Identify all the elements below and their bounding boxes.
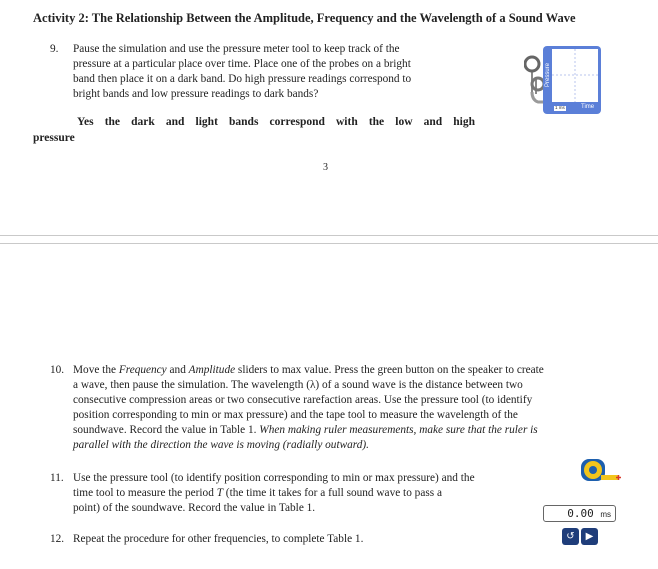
question-10-number: 10. (50, 364, 65, 376)
reset-icon: ↺ (566, 531, 575, 542)
question-9-text (73, 42, 475, 102)
play-icon: ▶ (585, 531, 594, 542)
q10-ruler-note: parallel with the direction the wave is moving (radially outward). (73, 439, 369, 451)
tape-measure-icon[interactable] (578, 455, 622, 489)
answer-9-line1: Yes the dark and light bands correspond with the low and high (77, 116, 475, 128)
stopwatch-reset-button[interactable] (562, 528, 579, 545)
page-number: 3 (323, 162, 328, 173)
question-10-text (73, 363, 622, 453)
q10-line: position corresponding to min or max pressure) and the tape tool to measure the wavelength of the (73, 409, 518, 421)
q10-text: sliders to max value. Press the green button on the speaker to create (235, 364, 544, 376)
stopwatch-value: 0.00 (567, 507, 594, 520)
activity-title: Activity 2: The Relationship Between the Amplitude, Frequency and the Wavelength of a Sound Wave (33, 11, 576, 25)
question-9-number: 9. (50, 43, 59, 55)
q11-text: (the time it takes for a full sound wave to pass a (222, 487, 442, 499)
meter-x-label: Time (581, 104, 595, 110)
page-divider (0, 243, 658, 244)
stopwatch-display (543, 505, 616, 522)
q10-amplitude-term: Amplitude (188, 364, 236, 376)
answer-9-line2: pressure (33, 132, 75, 144)
q11-text: time tool to measure the period (73, 487, 217, 499)
q11-line: point) of the soundwave. Record the value in Table 1. (73, 502, 316, 514)
pressure-probe-icon (525, 57, 544, 102)
q9-line: bright bands and low pressure readings to dark bands? (73, 88, 319, 100)
pressure-meter-tool[interactable] (524, 42, 603, 117)
q11-period-symbol: T (216, 487, 223, 499)
q10-line: a wave, then pause the simulation. The wavelength (λ) of a sound wave is the distance between two (73, 379, 523, 391)
q10-ruler-note: When making ruler measurements, make sure that the ruler is (259, 424, 538, 436)
q9-line: band then place it on a dark band. Do high pressure readings correspond to (73, 73, 412, 85)
meter-y-label: Pressure (545, 63, 551, 88)
q11-line: Use the pressure tool (to identify position corresponding to min or max pressure) and the (73, 472, 475, 484)
page-divider (0, 235, 658, 236)
q9-line: pressure at a particular place over time. Place one of the probes on a bright (73, 58, 411, 70)
q9-line: Pause the simulation and use the pressure meter tool to keep track of the (73, 43, 400, 55)
q10-text: Move the (73, 364, 119, 376)
question-11-number: 11. (50, 472, 64, 484)
stopwatch-unit: ms (600, 510, 611, 519)
q10-frequency-term: Frequency (118, 364, 167, 376)
q10-text: and (166, 364, 189, 376)
q10-text: soundwave. Record the value in Table 1. (73, 424, 260, 436)
question-11-text (73, 471, 565, 516)
q10-line: consecutive compression areas or two consecutive rarefaction areas. Use the pressure tool (to identify (73, 394, 533, 406)
question-12-number: 12. (50, 533, 65, 545)
question-12-text: Repeat the procedure for other frequencies, to complete Table 1. (73, 533, 364, 545)
stopwatch-play-button[interactable] (581, 528, 598, 545)
meter-scale-label: 1 ms (555, 105, 565, 110)
